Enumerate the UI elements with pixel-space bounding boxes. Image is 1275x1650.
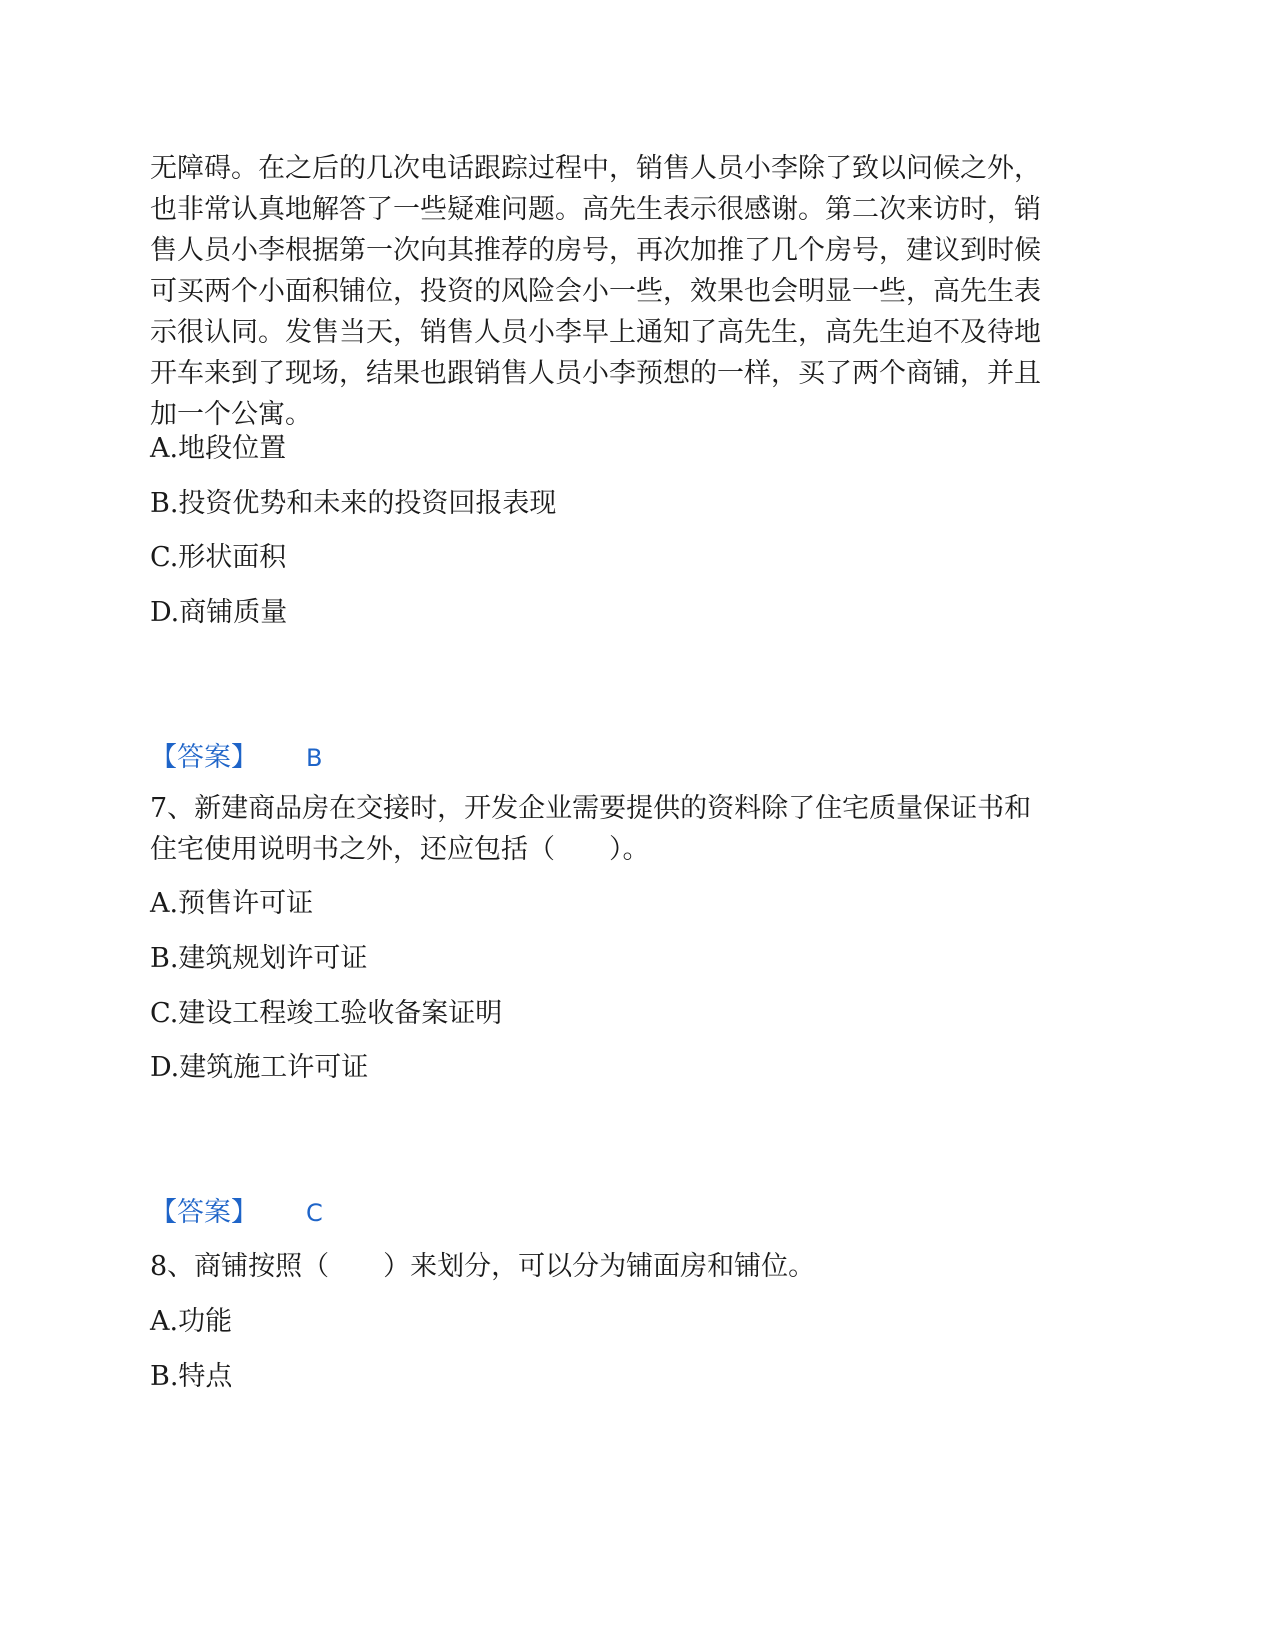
answer-tag: 【答案】 xyxy=(150,1197,258,1228)
passage-line: 开车来到了现场，结果也跟销售人员小李预想的一样，买了两个商铺，并且 xyxy=(150,358,1041,389)
passage-line: 也非常认真地解答了一些疑难问题。高先生表示很感谢。第二次来访时，销 xyxy=(150,194,1041,225)
q6-option-a: A.地段位置 xyxy=(150,433,287,464)
q6-option-c: C.形状面积 xyxy=(150,542,287,573)
q7-option-a: A.预售许可证 xyxy=(150,888,314,919)
q8-stem-line: 8、商铺按照（ ）来划分，可以分为铺面房和铺位。 xyxy=(150,1251,816,1282)
passage-line: 无障碍。在之后的几次电话跟踪过程中，销售人员小李除了致以问候之外， xyxy=(150,153,1041,184)
q6-option-d: D.商铺质量 xyxy=(150,597,288,628)
q8-option-a: A.功能 xyxy=(150,1306,233,1337)
q6-answer xyxy=(150,741,322,775)
q7-stem-line: 住宅使用说明书之外，还应包括（ ）。 xyxy=(150,834,650,865)
passage-line: 可买两个小面积铺位，投资的风险会小一些，效果也会明显一些，高先生表 xyxy=(150,276,1041,307)
q7-option-c: C.建设工程竣工验收备案证明 xyxy=(150,998,503,1029)
answer-value: C xyxy=(306,1199,323,1227)
case-passage xyxy=(150,148,1130,435)
passage-line: 加一个公寓。 xyxy=(150,399,312,430)
q8-stem xyxy=(150,1246,1130,1287)
q8-option-b: B.特点 xyxy=(150,1361,233,1392)
answer-value: B xyxy=(306,744,323,772)
answer-tag: 【答案】 xyxy=(150,742,258,773)
passage-line: 示很认同。发售当天，销售人员小李早上通知了高先生，高先生迫不及待地 xyxy=(150,317,1041,348)
q6-option-b: B.投资优势和未来的投资回报表现 xyxy=(150,488,557,519)
q7-option-b: B.建筑规划许可证 xyxy=(150,943,368,974)
q7-stem-line: 7、新建商品房在交接时，开发企业需要提供的资料除了住宅质量保证书和 xyxy=(150,793,1032,824)
q7-stem xyxy=(150,788,1130,870)
q7-answer xyxy=(150,1196,323,1230)
passage-line: 售人员小李根据第一次向其推荐的房号，再次加推了几个房号，建议到时候 xyxy=(150,235,1041,266)
q7-option-d: D.建筑施工许可证 xyxy=(150,1052,369,1083)
